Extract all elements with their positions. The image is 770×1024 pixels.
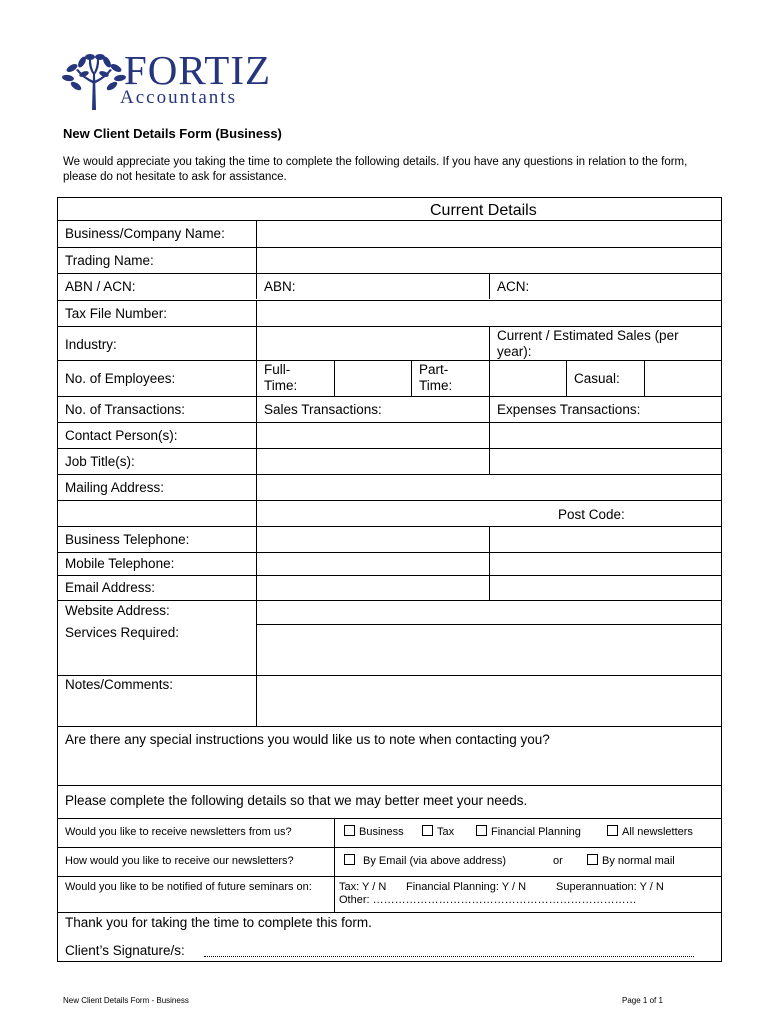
seminar-superannuation[interactable]: Superannuation: Y / N <box>556 881 664 893</box>
post-code-label: Post Code: <box>558 507 625 522</box>
part-time-label-line2: Time: <box>419 378 453 393</box>
business-telephone-input[interactable] <box>257 527 489 552</box>
special-instructions-input[interactable] <box>58 750 721 785</box>
seminar-question: Would you like to be notified of future seminars on: <box>65 881 312 893</box>
fortiz-logo <box>62 47 312 114</box>
tree-logo-icon <box>62 54 126 110</box>
industry-input[interactable] <box>257 327 489 360</box>
seminar-financial-planning[interactable]: Financial Planning: Y / N <box>406 881 527 893</box>
checkbox-icon[interactable] <box>344 825 355 836</box>
delivery-question: How would you like to receive our newsletters? <box>65 855 294 867</box>
services-required-input[interactable] <box>257 625 721 675</box>
employees-label: No. of Employees: <box>65 371 176 386</box>
seminar-tax[interactable]: Tax: Y / N <box>339 881 387 893</box>
newsletter-option-business[interactable]: Business <box>344 825 404 839</box>
mailing-address-label: Mailing Address: <box>65 480 165 495</box>
checkbox-icon[interactable] <box>344 854 355 865</box>
section-title: Current Details <box>430 202 537 219</box>
newsletter-option-tax[interactable]: Tax <box>422 825 454 839</box>
website-address-label: Website Address: <box>65 603 170 618</box>
checkbox-icon[interactable] <box>607 825 618 836</box>
seminar-other[interactable]: Other: ……………………………………………………………… <box>339 894 637 906</box>
signature-label: Client’s Signature/s: <box>65 943 185 958</box>
mobile-telephone-label: Mobile Telephone: <box>65 556 175 571</box>
industry-label: Industry: <box>65 337 117 352</box>
transactions-label: No. of Transactions: <box>65 402 186 417</box>
footer-page-number: Page 1 of 1 <box>622 996 663 1005</box>
contact-person-input[interactable] <box>257 423 489 448</box>
form-title: New Client Details Form (Business) <box>63 126 282 141</box>
email-address-input[interactable] <box>257 576 489 600</box>
abn-label: ABN: <box>264 279 296 294</box>
tax-file-number-input[interactable] <box>257 301 721 326</box>
needs-title: Please complete the following details so that we may better meet your needs. <box>65 793 528 808</box>
casual-label: Casual: <box>574 371 620 386</box>
business-name-input[interactable] <box>257 221 721 247</box>
expenses-transactions-label: Expenses Transactions: <box>497 402 641 417</box>
delivery-or-text: or <box>553 855 563 867</box>
job-title-input[interactable] <box>257 449 489 474</box>
newsletter-option-financial-planning[interactable]: Financial Planning <box>476 825 581 839</box>
notes-comments-input[interactable] <box>257 676 721 726</box>
trading-name-input[interactable] <box>257 248 721 273</box>
full-time-label-line2: Time: <box>264 378 298 393</box>
tax-file-number-label: Tax File Number: <box>65 306 168 321</box>
sales-transactions-label: Sales Transactions: <box>264 402 382 417</box>
job-title-label: Job Title(s): <box>65 454 135 469</box>
business-telephone-label: Business Telephone: <box>65 532 190 547</box>
checkbox-icon[interactable] <box>587 854 598 865</box>
services-required-label: Services Required: <box>65 625 180 640</box>
footer-form-name: New Client Details Form - Business <box>63 996 189 1005</box>
sales-label-line2: year): <box>497 344 532 359</box>
logo-name: FORTIZ <box>124 47 272 93</box>
logo-subtitle: Accountants <box>120 87 237 108</box>
client-details-form <box>57 197 722 962</box>
business-name-label: Business/Company Name: <box>65 226 225 241</box>
abn-acn-label: ABN / ACN: <box>65 279 136 294</box>
signature-line[interactable] <box>204 956 694 957</box>
trading-name-label: Trading Name: <box>65 253 154 268</box>
checkbox-icon[interactable] <box>476 825 487 836</box>
newsletter-option-all[interactable]: All newsletters <box>607 825 693 839</box>
checkbox-icon[interactable] <box>422 825 433 836</box>
full-time-label-line1: Full- <box>264 362 291 377</box>
thanks-text: Thank you for taking the time to complete this form. <box>65 915 372 930</box>
notes-comments-label: Notes/Comments: <box>65 677 174 692</box>
sales-label-line1: Current / Estimated Sales (per <box>497 328 679 343</box>
special-instructions-label: Are there any special instructions you would like us to note when contacting you? <box>65 732 550 747</box>
delivery-option-mail[interactable]: By normal mail <box>587 854 675 868</box>
intro-text: We would appreciate you taking the time to complete the following details. If you have any questions in relation to the form, please do not hesitate to ask for assistance. <box>63 156 688 183</box>
contact-person-label: Contact Person(s): <box>65 428 178 443</box>
newsletter-question: Would you like to receive newsletters from us? <box>65 826 292 838</box>
email-address-label: Email Address: <box>65 580 156 595</box>
acn-label: ACN: <box>497 279 530 294</box>
mailing-address-input[interactable] <box>257 475 721 500</box>
part-time-label-line1: Part- <box>419 362 449 377</box>
mobile-telephone-input[interactable] <box>257 553 489 575</box>
delivery-option-email[interactable]: By Email (via above address) <box>344 854 506 868</box>
